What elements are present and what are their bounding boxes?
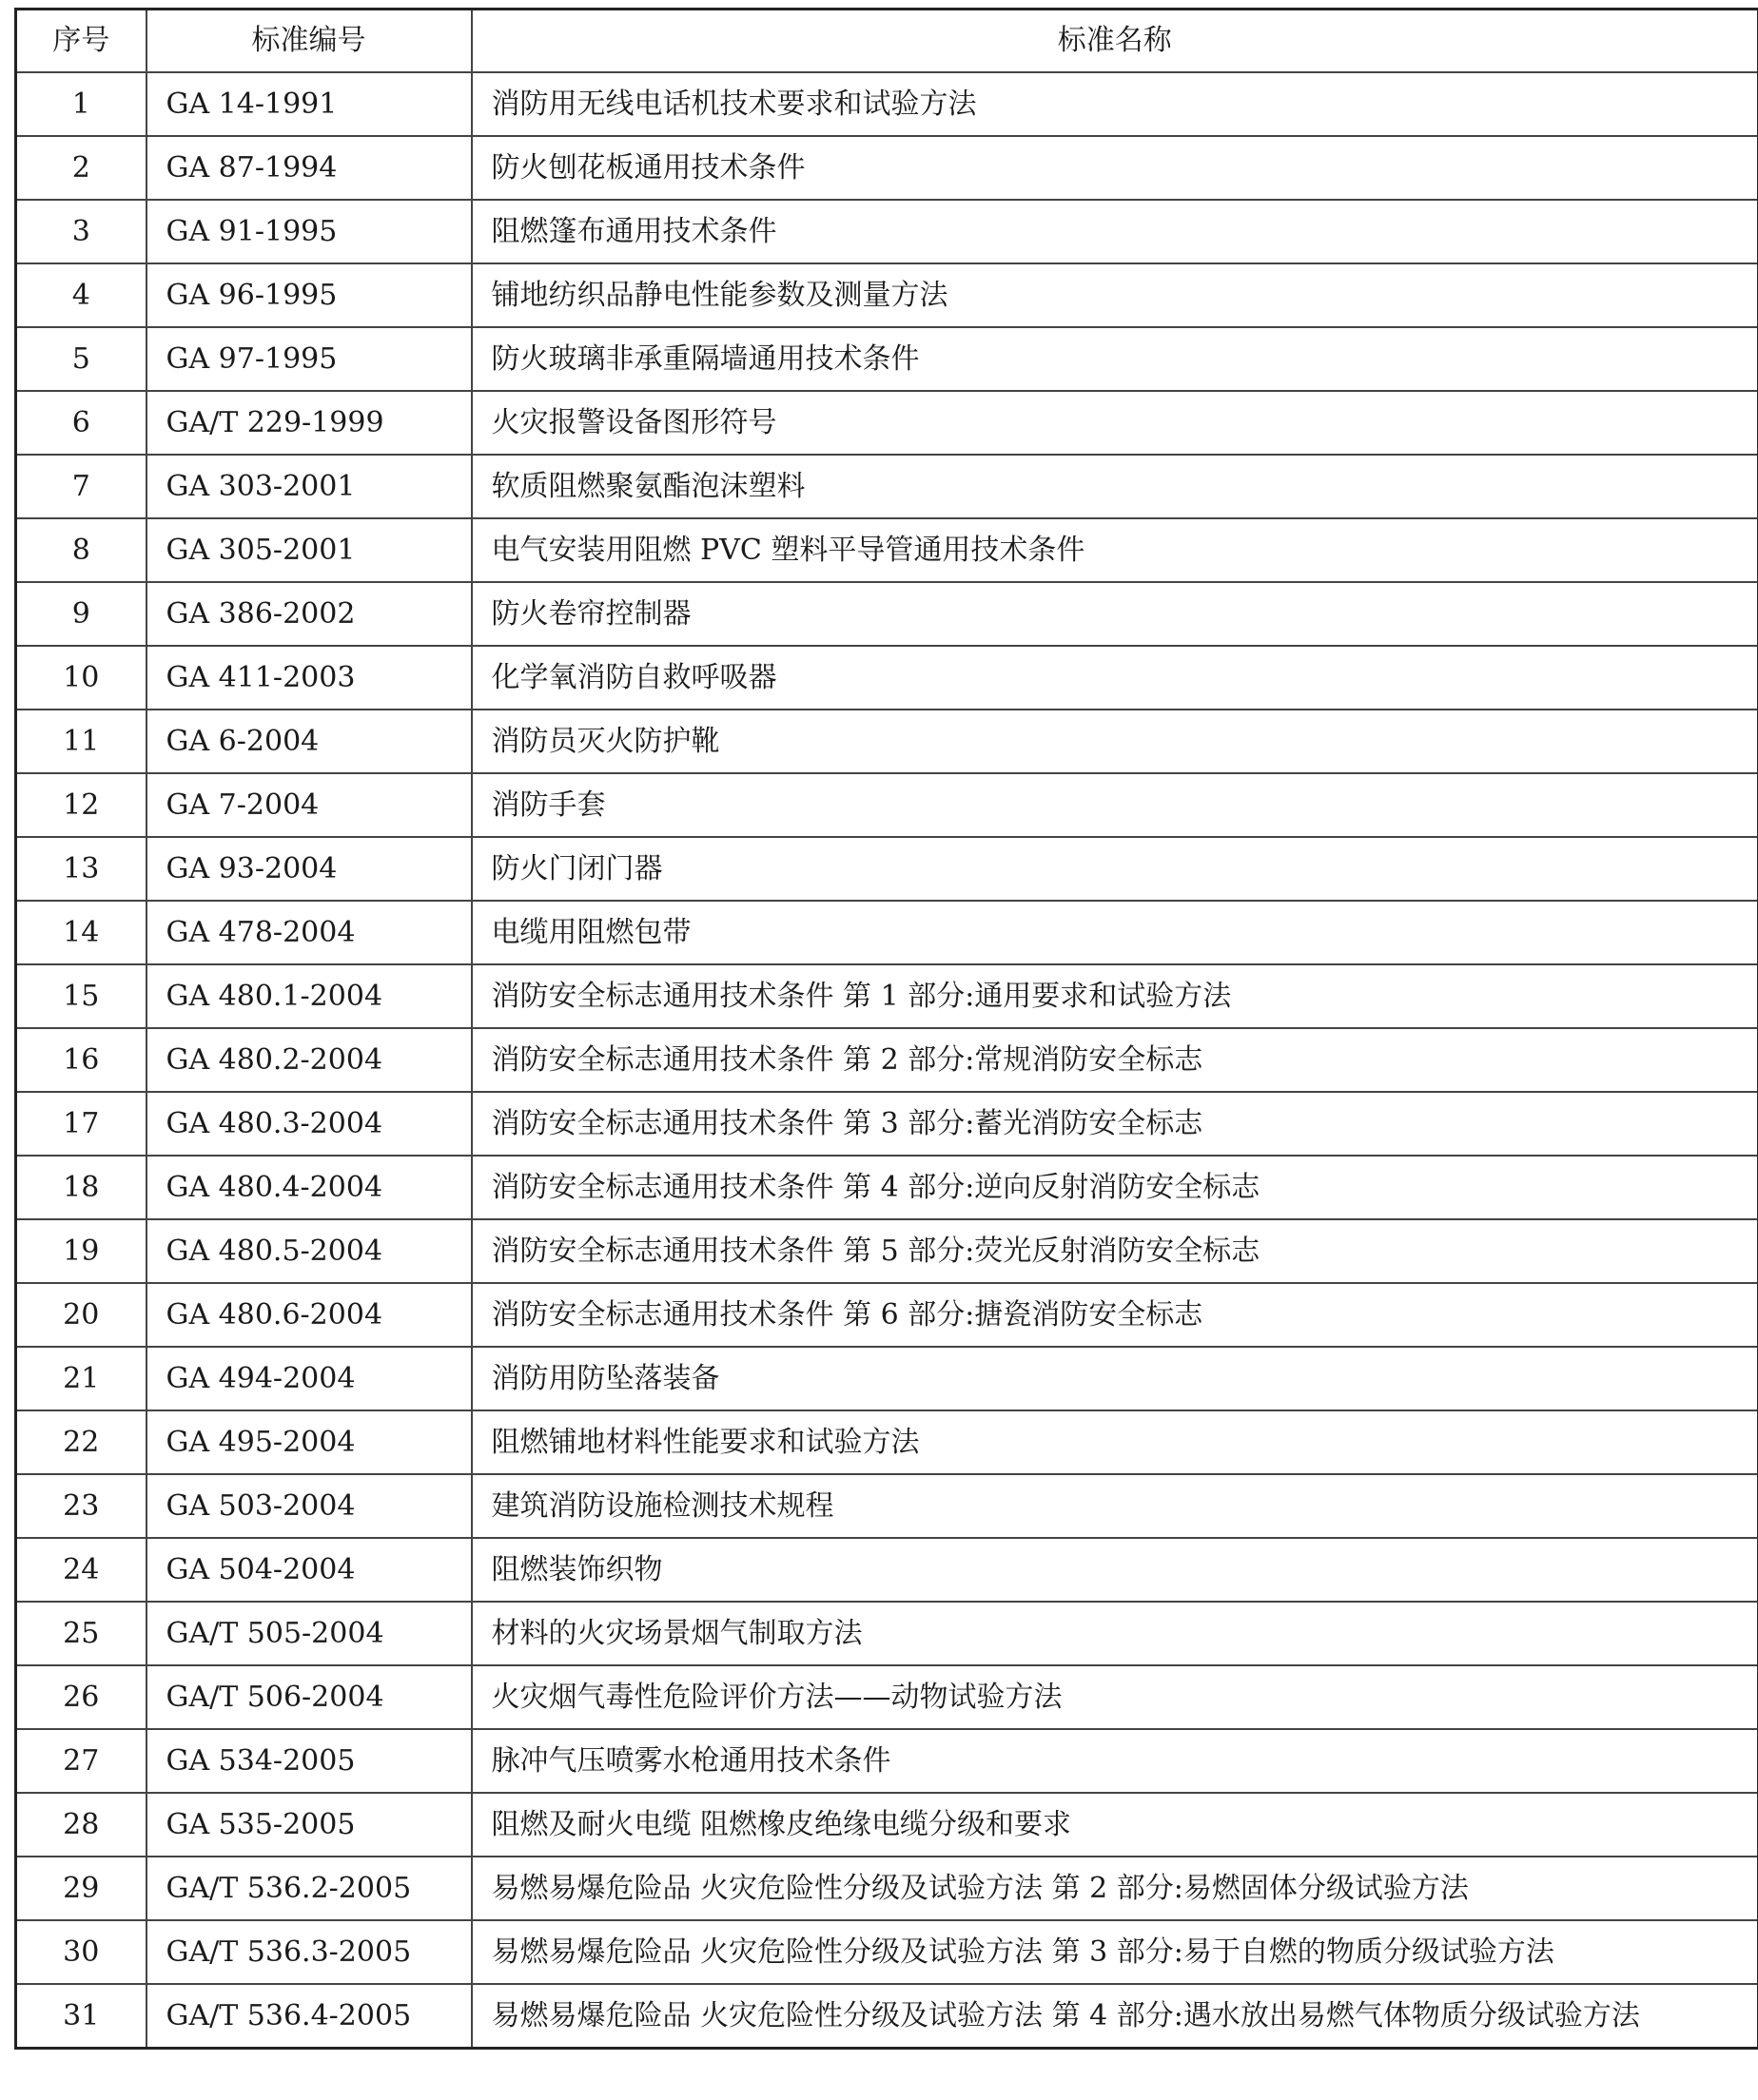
table-row [16,136,1758,200]
cell-standard-name: 消防安全标志通用技术条件 第 1 部分:通用要求和试验方法 [472,964,1758,1028]
cell-serial-number: 14 [16,901,146,964]
cell-standard-code: GA 504-2004 [146,1538,472,1602]
cell-standard-code: GA 503-2004 [146,1474,472,1538]
cell-standard-name: 易燃易爆危险品 火灾危险性分级及试验方法 第 4 部分:遇水放出易燃气体物质分级试验方法 [472,1984,1758,2049]
table-row [16,582,1758,646]
table-row [16,1156,1758,1219]
cell-standard-code: GA 534-2005 [146,1729,472,1793]
cell-serial-number: 27 [16,1729,146,1793]
cell-serial-number: 30 [16,1920,146,1984]
cell-serial-number: 4 [16,263,146,327]
cell-serial-number: 15 [16,964,146,1028]
table-row [16,1729,1758,1793]
cell-standard-name: 火灾报警设备图形符号 [472,391,1758,455]
table-row [16,1920,1758,1984]
cell-standard-name: 消防安全标志通用技术条件 第 4 部分:逆向反射消防安全标志 [472,1156,1758,1219]
table-row [16,327,1758,391]
cell-serial-number: 25 [16,1602,146,1665]
cell-standard-code: GA 303-2001 [146,455,472,518]
header-serial-number: 序号 [16,10,146,73]
cell-standard-code: GA 495-2004 [146,1410,472,1474]
cell-standard-name: 消防安全标志通用技术条件 第 2 部分:常规消防安全标志 [472,1028,1758,1092]
table-row [16,1028,1758,1092]
cell-standard-code: GA/T 505-2004 [146,1602,472,1665]
cell-standard-code: GA 494-2004 [146,1347,472,1410]
cell-standard-code: GA 96-1995 [146,263,472,327]
cell-standard-code: GA 478-2004 [146,901,472,964]
cell-serial-number: 11 [16,710,146,773]
cell-standard-code: GA 480.6-2004 [146,1283,472,1347]
cell-standard-code: GA 97-1995 [146,327,472,391]
cell-standard-name: 脉冲气压喷雾水枪通用技术条件 [472,1729,1758,1793]
cell-standard-code: GA 91-1995 [146,200,472,263]
cell-standard-code: GA 7-2004 [146,773,472,837]
cell-serial-number: 6 [16,391,146,455]
cell-serial-number: 13 [16,837,146,901]
cell-standard-code: GA/T 536.2-2005 [146,1857,472,1920]
table-row [16,1984,1758,2049]
cell-standard-name: 阻燃铺地材料性能要求和试验方法 [472,1410,1758,1474]
cell-standard-name: 易燃易爆危险品 火灾危险性分级及试验方法 第 3 部分:易于自燃的物质分级试验方法 [472,1920,1758,1984]
cell-standard-code: GA 14-1991 [146,72,472,136]
cell-standard-name: 软质阻燃聚氨酯泡沫塑料 [472,455,1758,518]
cell-serial-number: 28 [16,1793,146,1857]
header-row [16,10,1758,73]
table-row [16,1793,1758,1857]
cell-standard-code: GA 480.1-2004 [146,964,472,1028]
cell-standard-name: 消防安全标志通用技术条件 第 5 部分:荧光反射消防安全标志 [472,1219,1758,1283]
cell-standard-name: 阻燃篷布通用技术条件 [472,200,1758,263]
standards-table [14,8,1758,2050]
cell-standard-name: 消防手套 [472,773,1758,837]
cell-standard-name: 消防安全标志通用技术条件 第 6 部分:搪瓷消防安全标志 [472,1283,1758,1347]
cell-serial-number: 17 [16,1092,146,1156]
cell-standard-name: 阻燃装饰织物 [472,1538,1758,1602]
table-row [16,1538,1758,1602]
cell-standard-name: 防火卷帘控制器 [472,582,1758,646]
cell-serial-number: 9 [16,582,146,646]
table-row [16,72,1758,136]
table-row [16,901,1758,964]
cell-standard-name: 化学氧消防自救呼吸器 [472,646,1758,710]
table-row [16,710,1758,773]
header-standard-code: 标准编号 [146,10,472,73]
cell-standard-code: GA 6-2004 [146,710,472,773]
cell-standard-code: GA 480.5-2004 [146,1219,472,1283]
cell-serial-number: 7 [16,455,146,518]
table-row [16,964,1758,1028]
cell-serial-number: 12 [16,773,146,837]
cell-serial-number: 23 [16,1474,146,1538]
cell-standard-name: 铺地纺织品静电性能参数及测量方法 [472,263,1758,327]
cell-standard-code: GA/T 536.3-2005 [146,1920,472,1984]
cell-standard-code: GA 386-2002 [146,582,472,646]
cell-standard-code: GA/T 536.4-2005 [146,1984,472,2049]
table-row [16,200,1758,263]
cell-standard-name: 防火门闭门器 [472,837,1758,901]
cell-standard-code: GA 480.3-2004 [146,1092,472,1156]
cell-serial-number: 2 [16,136,146,200]
table-row [16,1219,1758,1283]
cell-standard-code: GA 480.4-2004 [146,1156,472,1219]
cell-standard-code: GA 87-1994 [146,136,472,200]
cell-standard-name: 易燃易爆危险品 火灾危险性分级及试验方法 第 2 部分:易燃固体分级试验方法 [472,1857,1758,1920]
cell-standard-name: 消防员灭火防护靴 [472,710,1758,773]
cell-serial-number: 3 [16,200,146,263]
table-row [16,1410,1758,1474]
cell-standard-code: GA/T 506-2004 [146,1665,472,1729]
table-row [16,1283,1758,1347]
cell-serial-number: 22 [16,1410,146,1474]
cell-standard-name: 防火玻璃非承重隔墙通用技术条件 [472,327,1758,391]
cell-standard-code: GA 411-2003 [146,646,472,710]
cell-serial-number: 20 [16,1283,146,1347]
table-row [16,646,1758,710]
cell-serial-number: 21 [16,1347,146,1410]
cell-standard-name: 阻燃及耐火电缆 阻燃橡皮绝缘电缆分级和要求 [472,1793,1758,1857]
cell-standard-code: GA 305-2001 [146,518,472,582]
cell-standard-name: 电气安装用阻燃 PVC 塑料平导管通用技术条件 [472,518,1758,582]
cell-serial-number: 10 [16,646,146,710]
cell-serial-number: 8 [16,518,146,582]
cell-serial-number: 29 [16,1857,146,1920]
table-row [16,1665,1758,1729]
cell-serial-number: 24 [16,1538,146,1602]
table-row [16,837,1758,901]
cell-standard-code: GA/T 229-1999 [146,391,472,455]
cell-serial-number: 31 [16,1984,146,2049]
cell-standard-name: 建筑消防设施检测技术规程 [472,1474,1758,1538]
cell-standard-code: GA 535-2005 [146,1793,472,1857]
cell-standard-code: GA 480.2-2004 [146,1028,472,1092]
table-row [16,1474,1758,1538]
cell-serial-number: 16 [16,1028,146,1092]
table-body [16,72,1758,2049]
table-row [16,1602,1758,1665]
table-row [16,391,1758,455]
table-row [16,773,1758,837]
cell-standard-name: 消防用无线电话机技术要求和试验方法 [472,72,1758,136]
table-row [16,263,1758,327]
table-header [16,10,1758,73]
cell-standard-code: GA 93-2004 [146,837,472,901]
table-row [16,455,1758,518]
cell-serial-number: 18 [16,1156,146,1219]
cell-standard-name: 火灾烟气毒性危险评价方法——动物试验方法 [472,1665,1758,1729]
table-row [16,518,1758,582]
cell-standard-name: 防火刨花板通用技术条件 [472,136,1758,200]
cell-standard-name: 材料的火灾场景烟气制取方法 [472,1602,1758,1665]
table-row [16,1347,1758,1410]
cell-standard-name: 消防用防坠落装备 [472,1347,1758,1410]
cell-serial-number: 26 [16,1665,146,1729]
cell-serial-number: 5 [16,327,146,391]
cell-serial-number: 1 [16,72,146,136]
cell-standard-name: 电缆用阻燃包带 [472,901,1758,964]
header-standard-name: 标准名称 [472,10,1758,73]
cell-standard-name: 消防安全标志通用技术条件 第 3 部分:蓄光消防安全标志 [472,1092,1758,1156]
cell-serial-number: 19 [16,1219,146,1283]
table-row [16,1857,1758,1920]
table-row [16,1092,1758,1156]
